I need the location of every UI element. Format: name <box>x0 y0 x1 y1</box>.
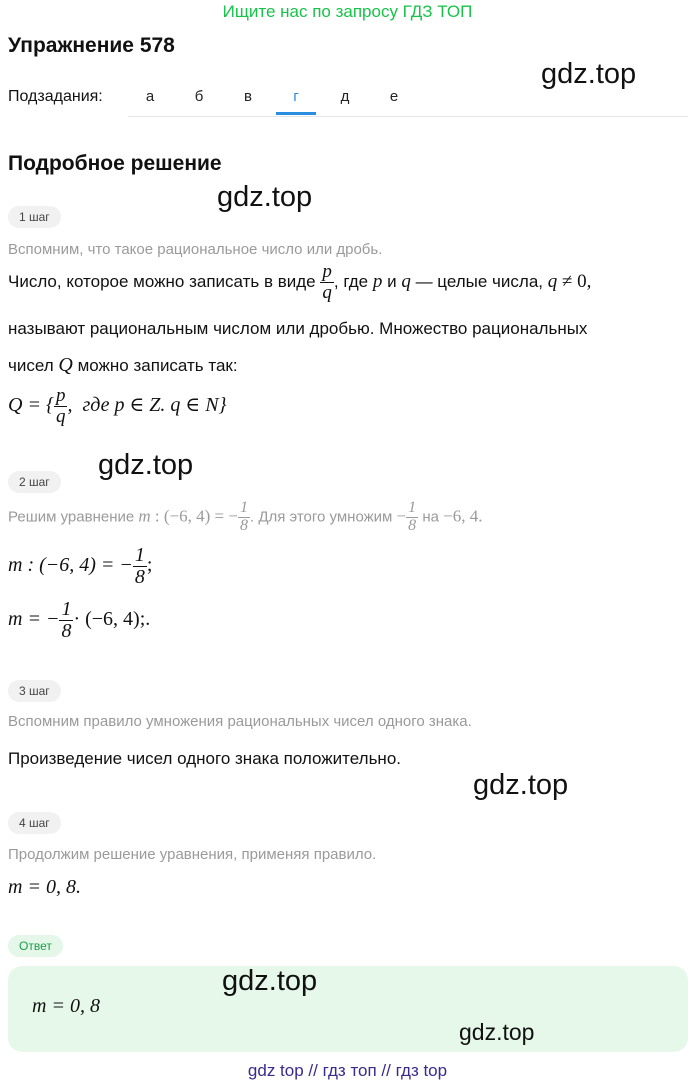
subtask-tabs <box>128 80 688 117</box>
tab-v[interactable]: в <box>244 88 252 105</box>
answer-box <box>8 966 688 1052</box>
watermark: gdz.top <box>473 769 569 801</box>
step-3-rule: Произведение чисел одного знака положительно. <box>8 749 401 768</box>
step-1-set-line: чисел Q можно записать так: <box>8 354 238 376</box>
watermark: gdz.top <box>98 449 194 481</box>
step-1-definition-line: Число, которое можно записать в виде $\frac{p}{q}$ , где p и q — целые числа, q ≠ 0, <box>8 261 592 303</box>
step-1-badge: 1 шаг <box>8 206 61 228</box>
section-title: Подробное решение <box>8 152 222 175</box>
answer-badge: Ответ <box>8 935 63 957</box>
tab-g-active[interactable]: г <box>293 88 299 105</box>
answer-value: m = 0, 8 <box>32 995 100 1017</box>
tab-d[interactable]: д <box>340 88 350 105</box>
step-4-result: m = 0, 8. <box>8 876 81 898</box>
step-3-note: Вспомним правило умножения рациональных чисел одного знака. <box>8 713 472 730</box>
top-banner[interactable]: Ищите нас по запросу ГДЗ ТОП <box>222 2 473 21</box>
step-2-note: Решим уравнение m : (−6, 4) = − $\frac{1}{8}$ . Для этого умножим − $\frac{1}{8}$ на −6, 4. <box>8 499 483 534</box>
step-4-note: Продолжим решение уравнения, применяя правило. <box>8 846 377 863</box>
step-1-set-formula: Q = { $\frac{p}{q}$ , где p ∈ Z. q ∈ N} <box>8 385 227 427</box>
watermark: gdz.top <box>217 181 313 213</box>
tab-e[interactable]: е <box>389 88 399 105</box>
step-3-badge: 3 шаг <box>8 680 61 702</box>
step-2-equation-1: m : (−6, 4) = − $\frac{1}{8}$ ; <box>8 544 153 588</box>
step-1-definition-continued: называют рациональным числом или дробью. Множество рациональных <box>8 319 588 338</box>
watermark: gdz.top <box>541 58 637 90</box>
page-title: Упражнение 578 <box>8 34 175 57</box>
watermark: gdz.top <box>222 965 318 997</box>
step-2-equation-2: m = − $\frac{1}{8}$ · (−6, 4);. <box>8 598 151 642</box>
footer-links[interactable]: gdz top // гдз топ // гдз top <box>247 1061 448 1080</box>
step-4-badge: 4 шаг <box>8 812 61 834</box>
step-2-badge: 2 шаг <box>8 471 61 493</box>
step-1-note: Вспомним, что такое рациональное число или дробь. <box>8 241 383 258</box>
tab-b[interactable]: б <box>194 88 204 105</box>
subtasks-label: Подзадания: <box>8 88 103 105</box>
watermark: gdz.top <box>459 1019 535 1045</box>
active-tab-indicator <box>276 112 316 115</box>
tab-a[interactable]: а <box>145 88 155 105</box>
